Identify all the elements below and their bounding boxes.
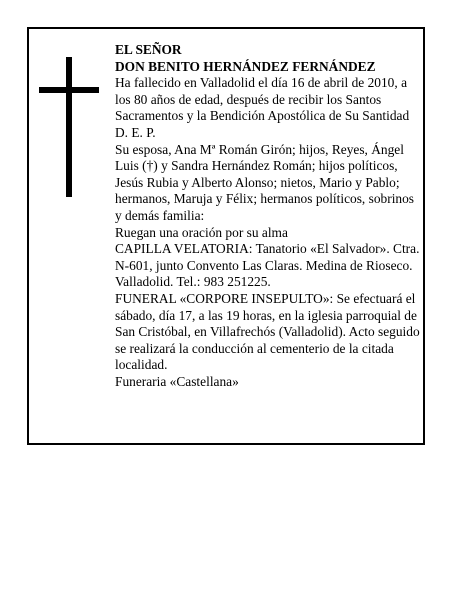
prayer-request: Ruegan una oración por su alma xyxy=(115,224,288,240)
family-list: Su esposa, Ana Mª Román Girón; hijos, Reyes, Ángel Luis (†) y Sandra Hernández Román; hijos políticos, Jesús Rubia y Alberto Alonso; nietos, Mario y Pablo; hermanos, Maruja y Félix; hermanos políticos, sobrinos y demás familia: xyxy=(115,141,415,223)
chapel-info: CAPILLA VELATORIA: Tanatorio «El Salvador». Ctra. N-601, junto Convento Las Claras. Medina de Rioseco. Valladolid. Tel.: 983 251225. xyxy=(115,241,420,290)
funeral-info: FUNERAL «CORPORE INSEPULTO»: Se efectuará el sábado, día 17, a las 19 horas, en la iglesia parroquial de San Cristóbal, en Villafrechós (Valladolid). Acto seguido se realizará la conducción al cementerio de la citada localidad. xyxy=(115,290,420,373)
cross-vertical-bar xyxy=(66,57,72,197)
cross-icon xyxy=(39,57,99,197)
death-announcement: Ha fallecido en Valladolid el día 16 de abril de 2010, a los 80 años de edad, después de recibir los Santos Sacramentos y la Bendición Apostólica de Su Santidad D. E. P. xyxy=(115,75,410,140)
deceased-title: EL SEÑOR xyxy=(115,42,182,57)
deceased-name: DON BENITO HERNÁNDEZ FERNÁNDEZ xyxy=(115,58,376,74)
notice-text xyxy=(115,42,423,390)
funeral-home: Funeraria «Castellana» xyxy=(115,373,239,389)
cross-horizontal-bar xyxy=(39,87,99,93)
obituary-notice xyxy=(27,27,425,445)
